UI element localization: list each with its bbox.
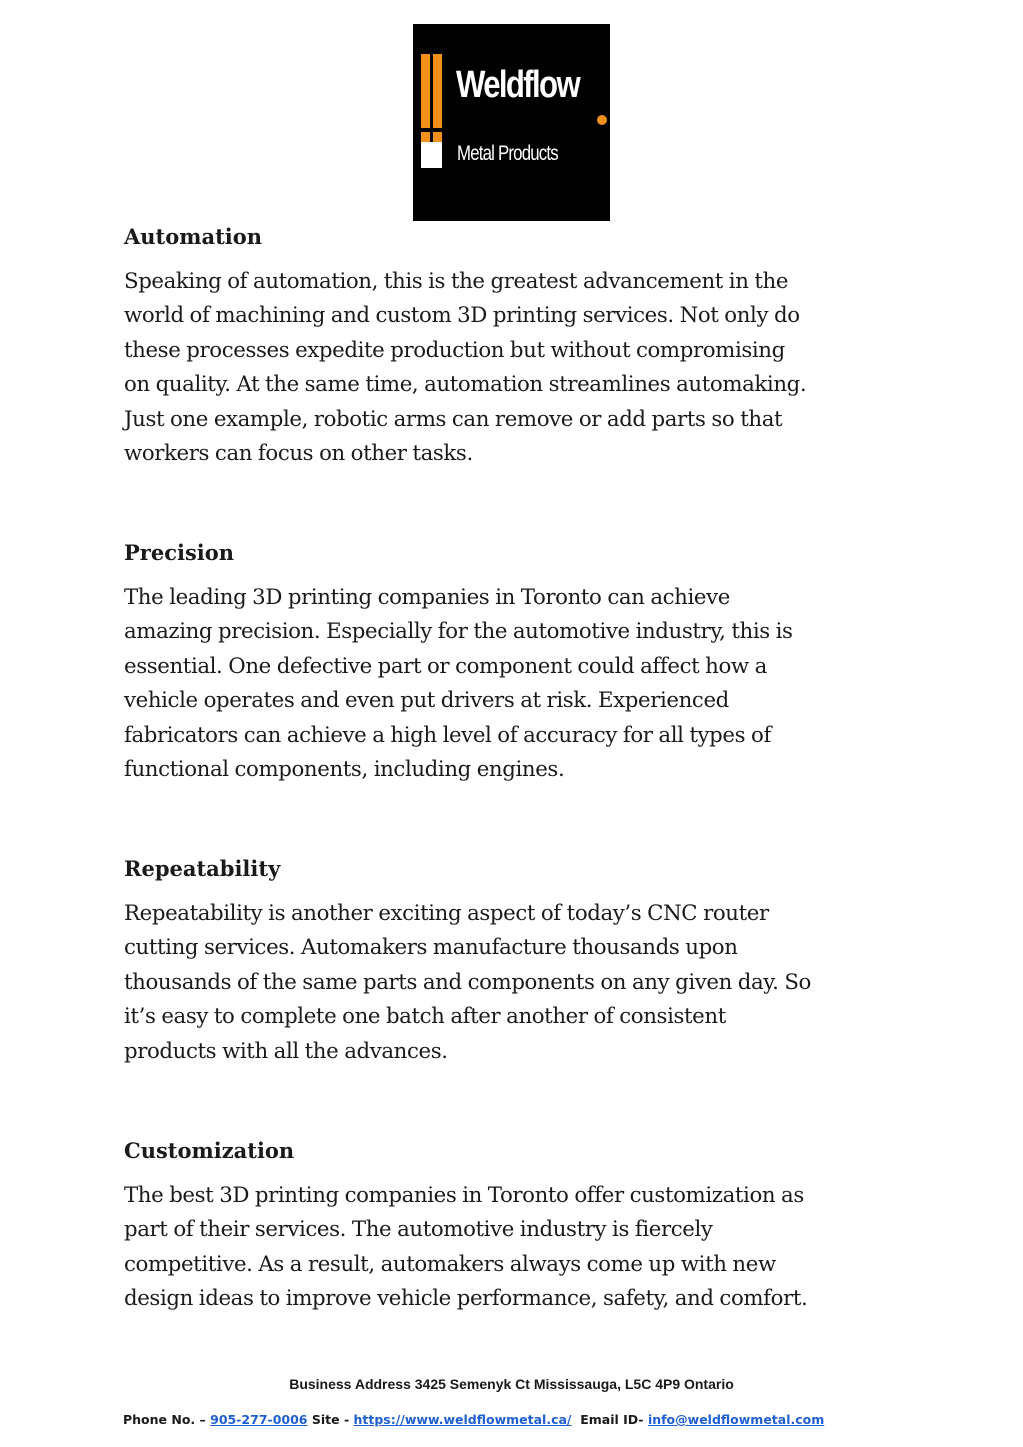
site-label: Site - (311, 1412, 350, 1427)
body-line: essential. One defective part or component could affect how a (124, 653, 767, 679)
section-heading: Precision (124, 540, 235, 565)
body-line: The best 3D printing companies in Toronto offer customization as (124, 1183, 804, 1208)
logo-subtitle: Metal Products (457, 142, 558, 165)
body-line: design ideas to improve vehicle performance, safety, and comfort. (124, 1286, 808, 1312)
body-line: it’s easy to complete one batch after another of consistent (124, 1004, 726, 1030)
section-body (124, 1179, 904, 1317)
body-line: workers can focus on other tasks. (124, 441, 473, 467)
body-line: these processes expedite production but without compromising (124, 337, 785, 363)
body-line: amazing precision. Especially for the automotive industry, this is (124, 619, 793, 645)
body-line: Just one example, robotic arms can remove or add parts so that (124, 406, 783, 432)
logo-title: Weldflow (456, 64, 580, 106)
phone-label: Phone No. – (123, 1412, 206, 1427)
logo-dot-icon (597, 115, 607, 125)
phone-link[interactable]: 905-277-0006 (210, 1412, 308, 1427)
body-line: products with all the advances. (124, 1038, 448, 1064)
body-line: functional components, including engines. (124, 757, 565, 783)
body-line: vehicle operates and even put drivers at risk. Experienced (124, 688, 729, 714)
email-label: Email ID- (580, 1412, 644, 1427)
body-line: part of their services. The automotive industry is fiercely (124, 1217, 713, 1243)
body-line: Speaking of automation, this is the greatest advancement in the (124, 269, 789, 294)
section-repeatability (124, 855, 904, 1069)
body-line: The leading 3D printing companies in Toronto can achieve (124, 585, 730, 610)
body-line: world of machining and custom 3D printing services. Not only do (124, 303, 800, 329)
section-customization (124, 1137, 904, 1317)
body-line: Repeatability is another exciting aspect of today’s CNC router (124, 901, 769, 926)
section-body (124, 897, 904, 1069)
section-heading: Customization (124, 1138, 295, 1163)
section-body (124, 265, 904, 471)
section-automation (124, 223, 904, 471)
body-line: thousands of the same parts and components on any given day. So (124, 969, 811, 995)
section-precision (124, 539, 904, 787)
section-heading: Automation (124, 224, 263, 249)
email-link[interactable]: info@weldflowmetal.com (647, 1412, 825, 1427)
body-line: competitive. As a result, automakers always come up with new (124, 1251, 776, 1277)
body-line: fabricators can achieve a high level of accuracy for all types of (124, 722, 771, 748)
logo-bars-icon (413, 24, 610, 221)
section-body (124, 581, 904, 787)
body-line: cutting services. Automakers manufacture thousands upon (124, 935, 738, 961)
section-heading: Repeatability (124, 856, 281, 881)
body-line: on quality. At the same time, automation streamlines automaking. (124, 372, 807, 398)
footer-address: Business Address 3425 Semenyk Ct Mississauga, L5C 4P9 Ontario (289, 1376, 734, 1392)
site-link[interactable]: https://www.weldflowmetal.ca/ (353, 1412, 572, 1427)
weldflow-logo (413, 24, 610, 221)
footer-contact (123, 1412, 824, 1427)
